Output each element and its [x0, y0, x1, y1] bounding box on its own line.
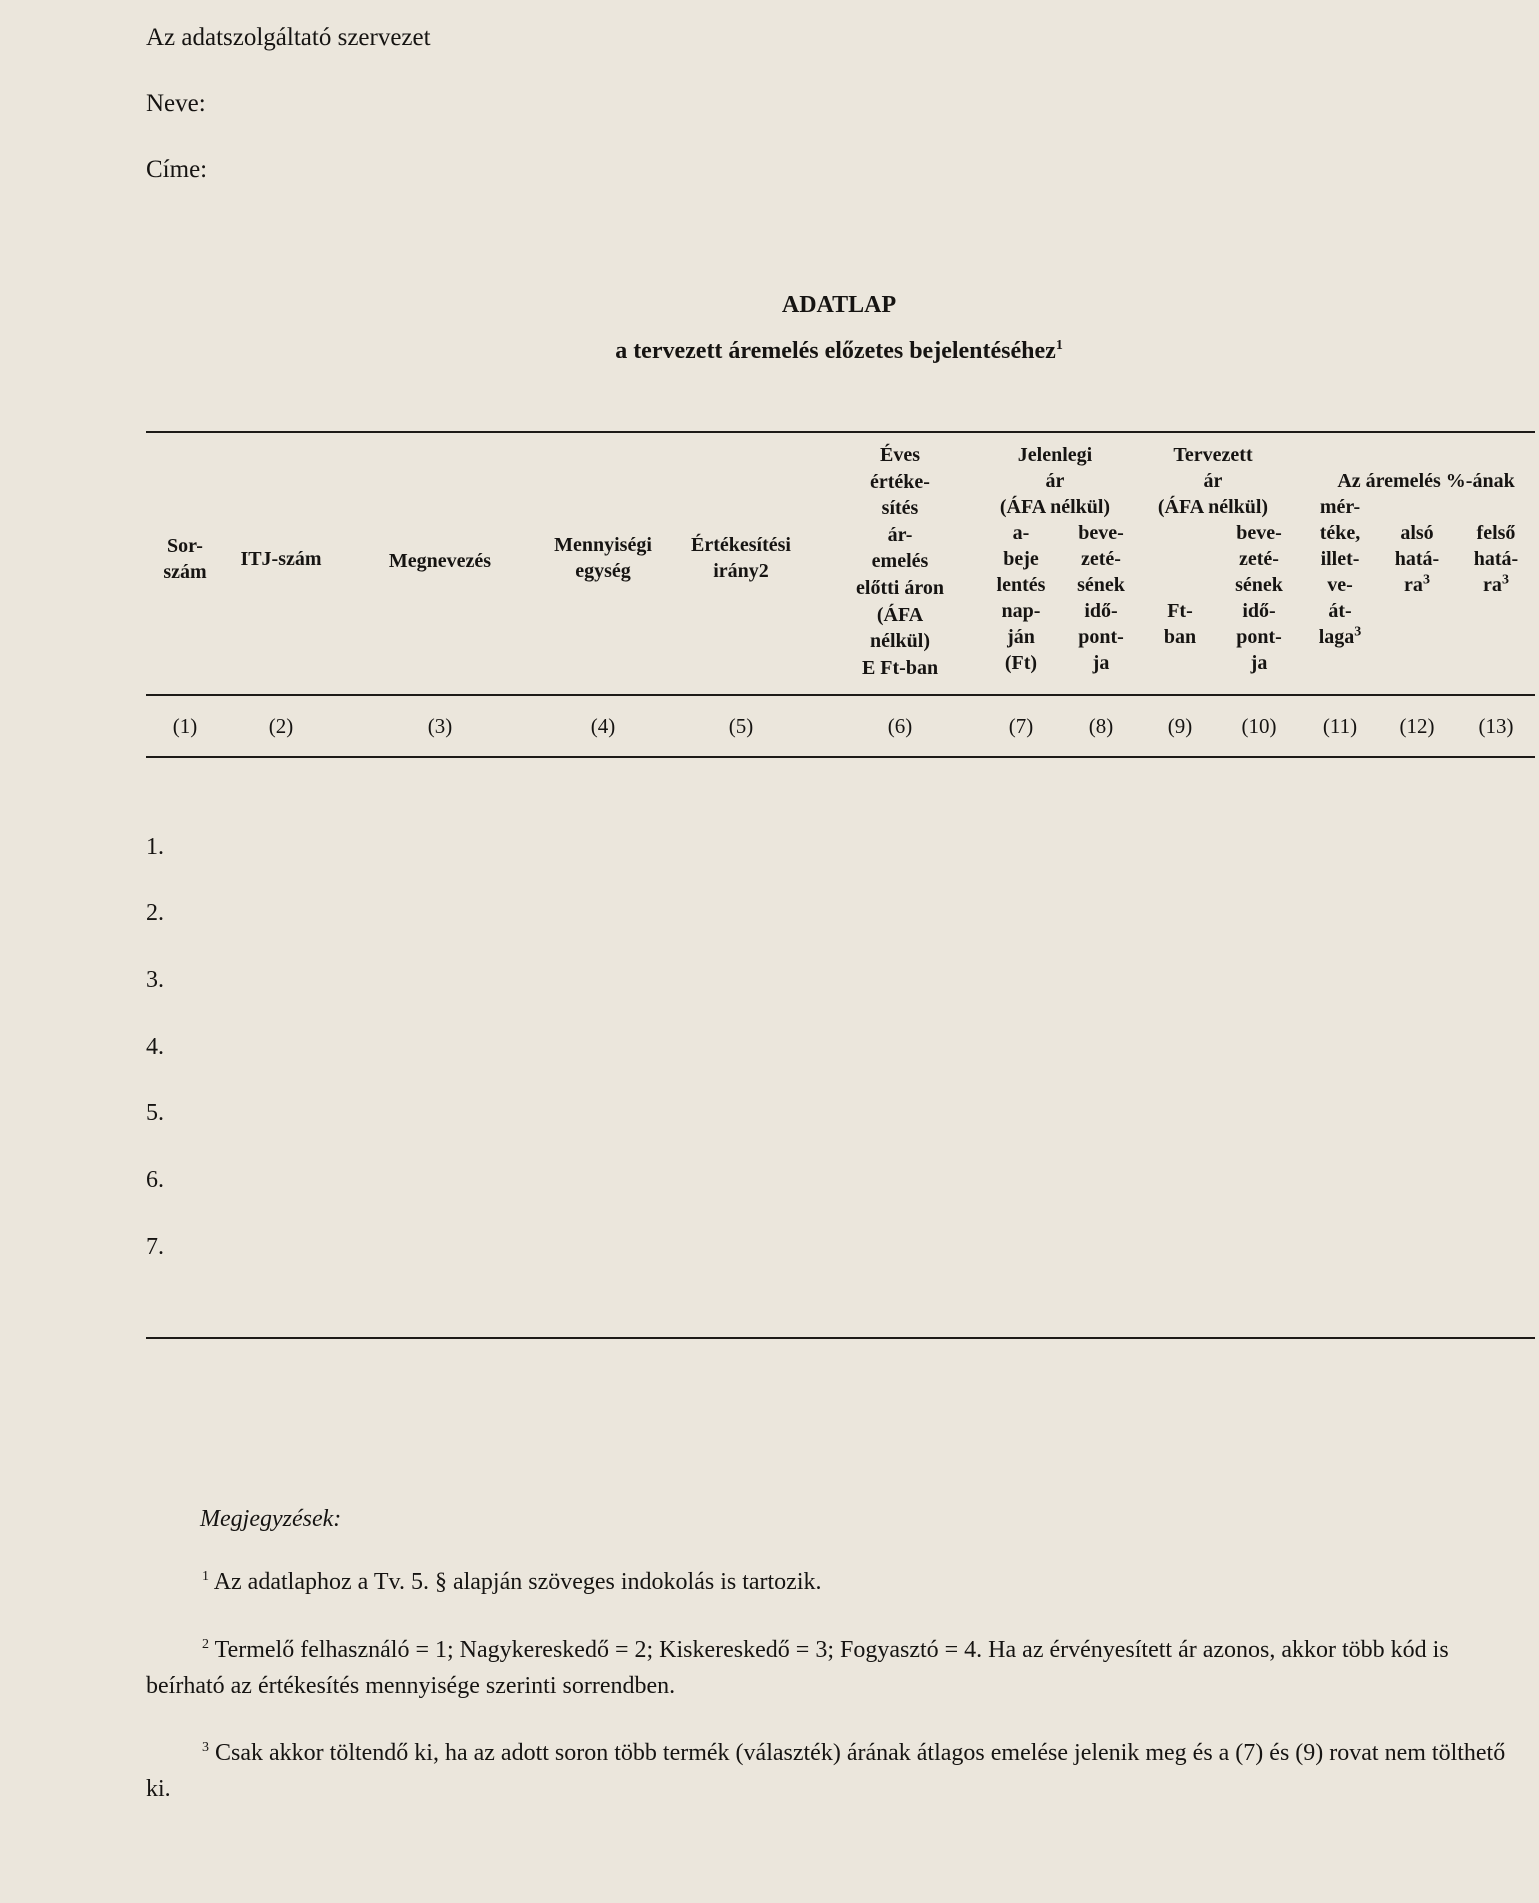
header-col-10: beve- zeté- sének idő- pont- ja [1235, 522, 1283, 674]
column-number: (7) [1008, 714, 1034, 738]
form-title: ADATLAP [781, 292, 897, 318]
header-bottom-rule [146, 694, 1535, 696]
header-col-1: Sor- szám [163, 535, 207, 583]
header-col-11: mér- téke, illet- ve- át- laga$^3$ [1318, 496, 1362, 648]
header-col-6: Éves értéke- sítés ár- emelés előtti áron (ÁFA nélkül) E Ft-ban [856, 444, 944, 679]
footnote-1: $^1$ Az adatlaphoz a Tv. 5. § alapján szöveges indokolás is tartozik. [202, 1569, 822, 1595]
name-label: Neve: [146, 90, 206, 117]
table-row: 6. [146, 1167, 164, 1193]
form-subtitle: a tervezett áremelés előzetes bejelentéséhez$^1$ [615, 338, 1063, 364]
table-row: 4. [146, 1034, 164, 1060]
table-row: 1. [146, 834, 164, 860]
column-number: (8) [1088, 714, 1114, 738]
column-number: (12) [1399, 714, 1435, 738]
header-col-7: a- beje lentés nap- ján (Ft) [996, 522, 1046, 674]
notes-heading: Megjegyzések: [200, 1506, 342, 1532]
footnote-2: $^2$ Termelő felhasználó = 1; Nagykereskedő = 2; Kiskereskedő = 3; Fogyasztó = 4. Ha az érvényesített ár azonos, akkor több kód is beírható az értékesítés mennyisége szerinti sorrendben. [146, 1637, 1449, 1699]
table-row: 3. [146, 967, 164, 993]
header-col-8: beve- zeté- sének idő- pont- ja [1077, 522, 1125, 674]
table-bottom-rule [146, 1337, 1535, 1339]
table-top-rule [146, 431, 1535, 433]
header-col-13: felső hatá- $ra^3$ [1473, 522, 1519, 596]
header-col-2: ITJ-szám [240, 548, 322, 570]
header-col-12: alsó hatá- $ra^3$ [1394, 522, 1440, 596]
supplier-heading: Az adatszolgáltató szervezet [146, 24, 431, 51]
footnote-3: $^3$ Csak akkor töltendő ki, ha az adott soron több termék (választék) árának átlagos emelése jelenik meg és a (7) és (9) rovat nem tölthető ki. [146, 1740, 1506, 1802]
table-row: 2. [146, 900, 164, 926]
table-row: 7. [146, 1234, 164, 1260]
column-number: (5) [728, 714, 754, 738]
column-number: (10) [1241, 714, 1277, 738]
column-number-rule [146, 756, 1535, 758]
column-number: (13) [1478, 714, 1514, 738]
address-label: Címe: [146, 156, 208, 183]
header-col-5: Értékesítési irány2 [691, 534, 791, 582]
column-number: (1) [172, 714, 198, 738]
column-number: (9) [1167, 714, 1193, 738]
column-number: (3) [427, 714, 453, 738]
column-number: (11) [1322, 714, 1358, 738]
column-number: (6) [887, 714, 913, 738]
column-number: (4) [590, 714, 616, 738]
header-group-raise: Az áremelés %-ának [1337, 470, 1515, 492]
column-number: (2) [268, 714, 294, 738]
header-col-4: Mennyiségi egység [554, 534, 652, 582]
header-col-3: Megnevezés [388, 550, 492, 572]
table-row: 5. [146, 1100, 164, 1126]
header-col-9: Ft- ban [1163, 600, 1197, 648]
header-group-planned: Tervezett ár (ÁFA nélkül) [1157, 444, 1269, 518]
header-group-current: Jelenlegi ár (ÁFA nélkül) [999, 444, 1111, 518]
